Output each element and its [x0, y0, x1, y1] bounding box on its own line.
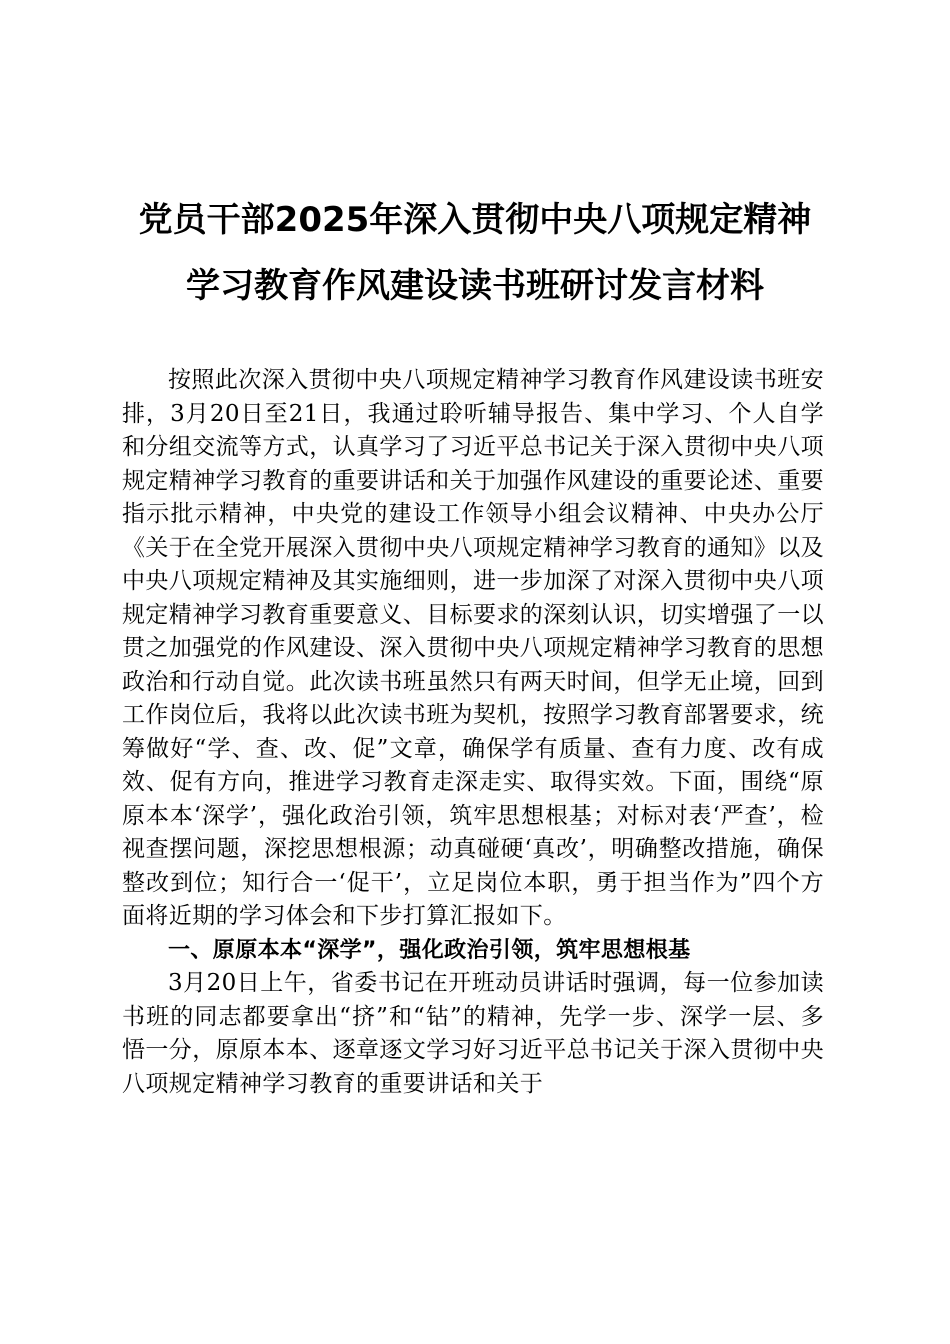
- document-title-line-1: 党员干部2025年深入贯彻中央八项规定精神: [138, 200, 812, 240]
- section-1-paragraph: 3月20日上午，省委书记在开班动员讲话时强调，每一位参加读书班的同志都要拿出“挤”和“钻”的精神，先学一步、深学一层、多悟一分，原原本本、逐章逐文学习好习近平总书记关于深入贯彻中央八项规定精神学习教育的重要讲话和关于: [122, 970, 824, 1097]
- intro-paragraph: 按照此次深入贯彻中央八项规定精神学习教育作风建设读书班安排，3月20日至21日，我通过聆听辅导报告、集中学习、个人自学和分组交流等方式，认真学习了习近平总书记关于深入贯彻中央八项规定精神学习教育的重要讲话和关于加强作风建设的重要论述、重要指示批示精神，中央党的建设工作领导小组会议精神、中央办公厅《关于在全党开展深入贯彻中央八项规定精神学习教育的通知》以及中央八项规定精神及其实施细则，进一步加深了对深入贯彻中央八项规定精神学习教育重要意义、目标要求的深刻认识，切实增强了一以贯之加强党的作风建设、深入贯彻中央八项规定精神学习教育的思想政治和行动自觉。此次读书班虽然只有两天时间，但学无止境，回到工作岗位后，我将以此次读书班为契机，按照学习教育部署要求，统筹做好“学、查、改、促”文章，确保学有质量、查有力度、改有成效、促有方向，推进学习教育走深走实、取得实效。下面，围绕“原原本本‘深学’，强化政治引领，筑牢思想根基；对标对表‘严查’，检视查摆问题，深挖思想根源；动真碰硬‘真改’，明确整改措施，确保整改到位；知行合一‘促干’，立足岗位本职，勇于担当作为”四个方面将近期的学习体会和下步打算汇报如下。: [122, 367, 824, 929]
- document-body: [122, 364, 824, 1101]
- section-1-heading: 一、原原本本“深学”，强化政治引领，筑牢思想根基: [168, 937, 691, 963]
- document-title-line-2: 学习教育作风建设读书班研讨发言材料: [186, 266, 764, 306]
